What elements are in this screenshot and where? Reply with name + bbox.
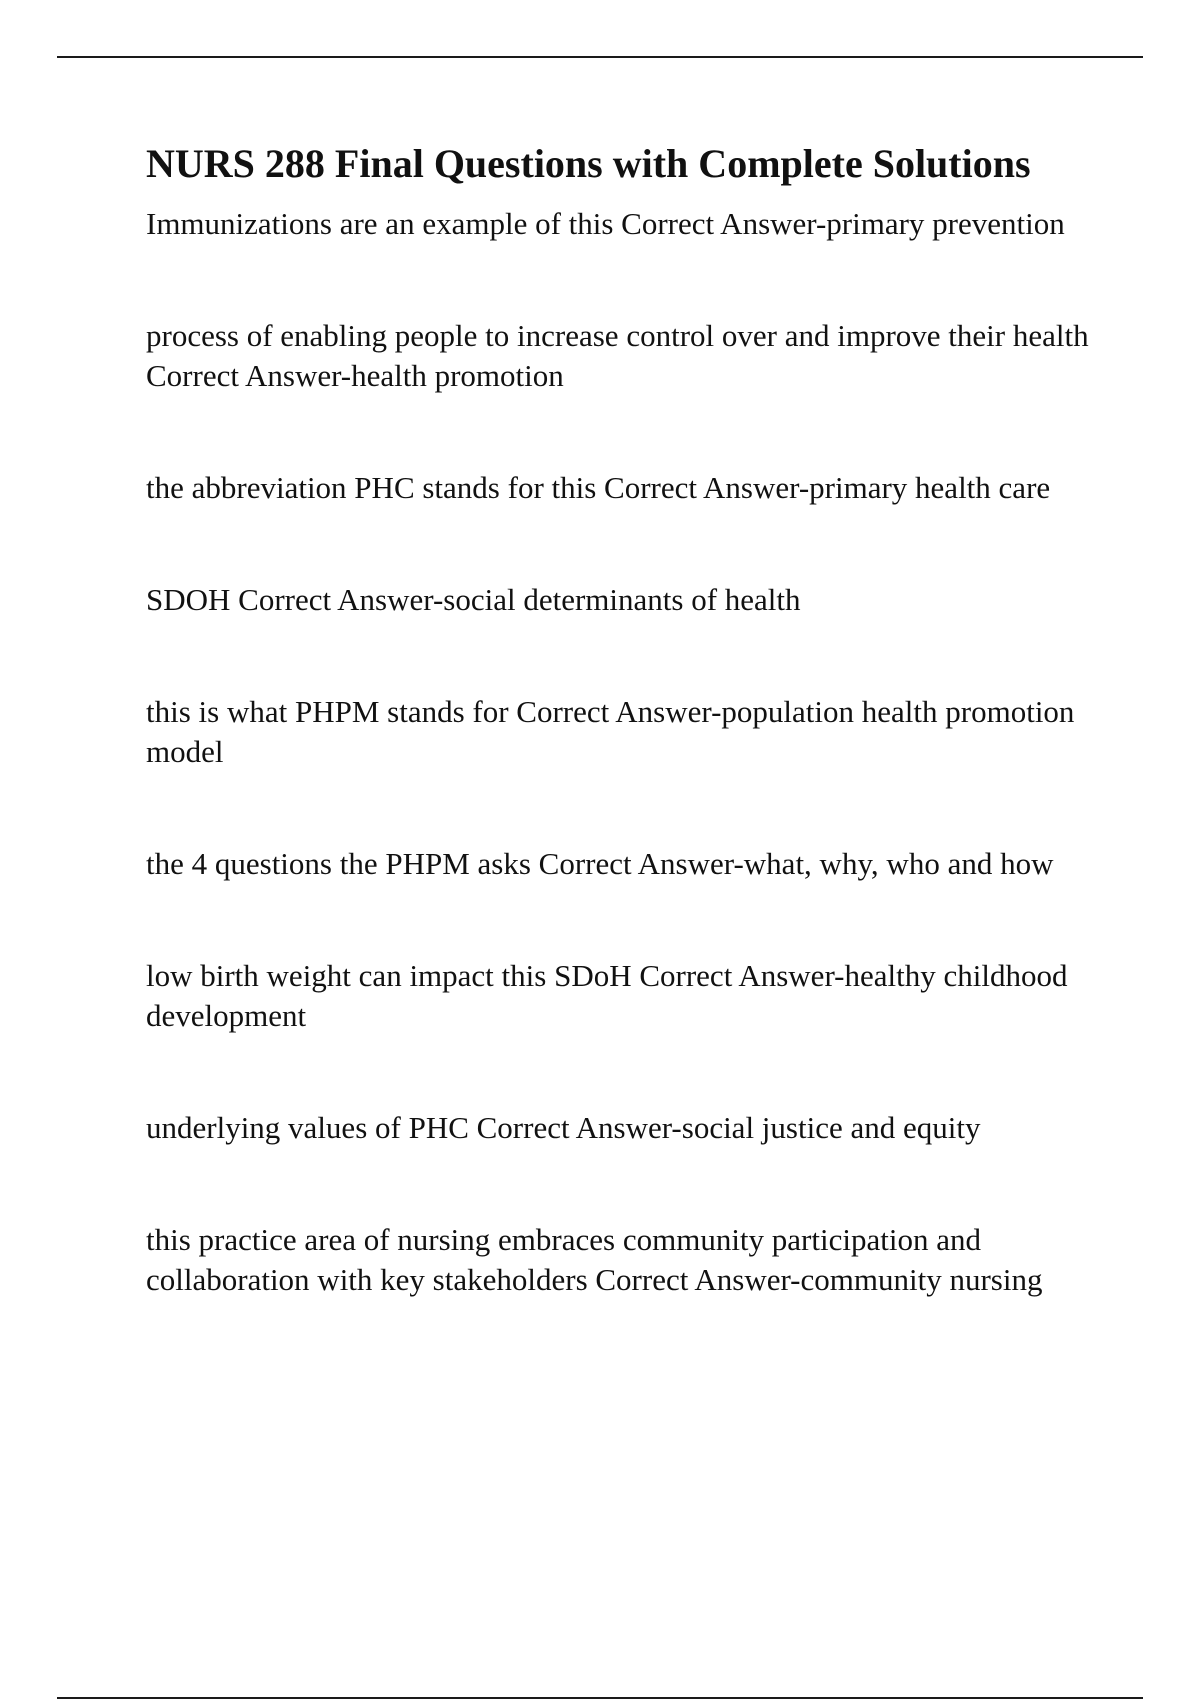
qa-entry: process of enabling people to increase control over and improve their health Correct Answer-health promotion	[146, 318, 1089, 393]
header-rule	[57, 56, 1143, 58]
page-title: NURS 288 Final Questions with Complete Solutions	[146, 141, 1031, 186]
qa-entry: the 4 questions the PHPM asks Correct Answer-what, why, who and how	[146, 846, 1054, 881]
document-body	[146, 140, 1106, 1300]
qa-entry: Immunizations are an example of this Correct Answer-primary prevention	[146, 206, 1065, 241]
footer-rule	[57, 1697, 1143, 1699]
qa-entry: the abbreviation PHC stands for this Correct Answer-primary health care	[146, 470, 1051, 505]
qa-entry: underlying values of PHC Correct Answer-social justice and equity	[146, 1110, 981, 1145]
qa-entry: this is what PHPM stands for Correct Answer-population health promotion model	[146, 694, 1075, 769]
qa-entry: this practice area of nursing embraces community participation and collaboration with key stakeholders Correct Answer-community nursing	[146, 1222, 1043, 1297]
qa-entry: SDOH Correct Answer-social determinants of health	[146, 582, 801, 617]
qa-entry: low birth weight can impact this SDoH Correct Answer-healthy childhood development	[146, 958, 1068, 1033]
